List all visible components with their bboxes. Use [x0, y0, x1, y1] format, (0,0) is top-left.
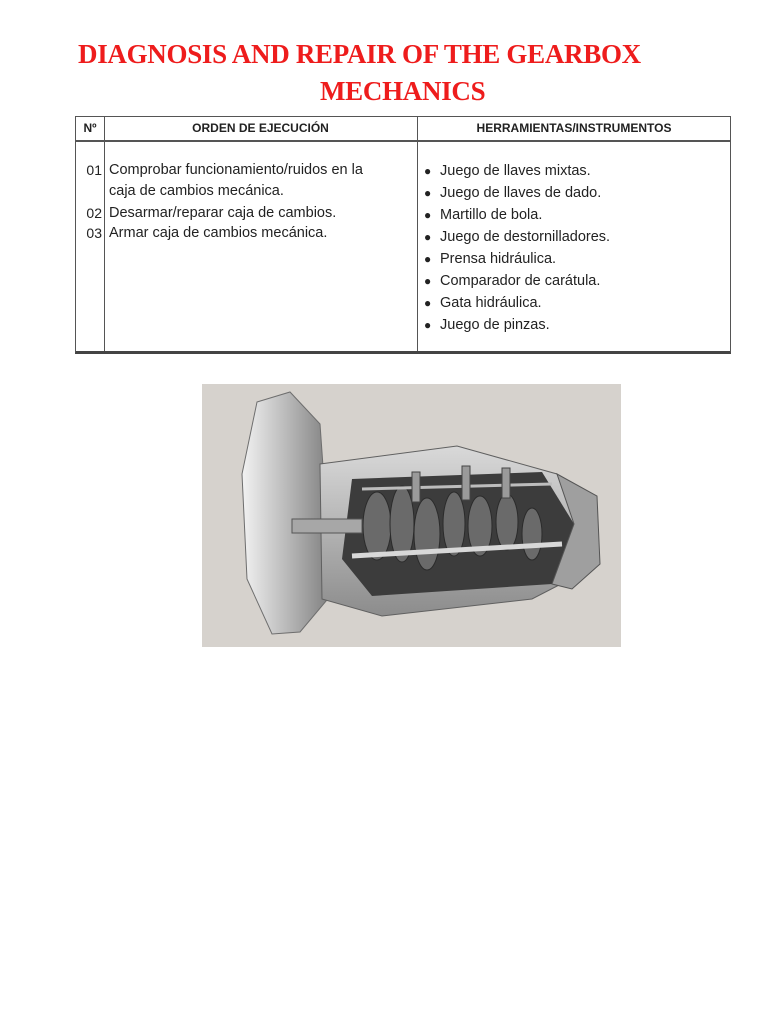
tool-label: Martillo de bola. — [440, 207, 543, 223]
gearbox-cutaway-image — [202, 384, 621, 647]
step-number: 01 — [86, 162, 102, 178]
step-text: Comprobar funcionamiento/ruidos en la — [109, 162, 363, 178]
step-text: Armar caja de cambios mecánica. — [109, 225, 328, 241]
tool-item: ● Comparador de carátula. — [424, 273, 601, 289]
tool-label: Juego de llaves de dado. — [440, 185, 602, 201]
table-divider — [104, 117, 105, 351]
procedure-table — [75, 116, 731, 354]
tool-item: ● Prensa hidráulica. — [424, 251, 557, 267]
tool-label: Juego de llaves mixtas. — [440, 163, 591, 179]
table-header-divider — [76, 140, 730, 142]
header-order: ORDEN DE EJECUCIÓN — [192, 121, 329, 135]
step-text: Desarmar/reparar caja de cambios. — [109, 205, 337, 221]
step-number: 03 — [86, 225, 102, 241]
document-title-line-1: DIAGNOSIS AND REPAIR OF THE GEARBOX — [78, 39, 641, 69]
table-divider — [417, 117, 418, 351]
step-text: caja de cambios mecánica. — [109, 183, 284, 199]
gearbox-illustration — [202, 384, 621, 647]
tools-list — [424, 160, 610, 336]
tool-label: Juego de destornilladores. — [440, 229, 611, 245]
tool-item: ● Juego de pinzas. — [424, 317, 550, 333]
tool-item: ● Martillo de bola. — [424, 207, 543, 223]
tool-item: ● Juego de llaves mixtas. — [424, 163, 591, 179]
header-number: Nº — [83, 121, 97, 135]
tool-item: ● Juego de llaves de dado. — [424, 185, 602, 201]
step-number: 02 — [86, 205, 102, 221]
tool-item: ● Gata hidráulica. — [424, 295, 542, 311]
header-tools: HERRAMIENTAS/INSTRUMENTOS — [476, 121, 672, 135]
tool-label: Juego de pinzas. — [440, 317, 550, 333]
document-title-line-2: MECHANICS — [320, 76, 486, 106]
tool-label: Gata hidráulica. — [440, 295, 542, 311]
tool-item: ● Juego de destornilladores. — [424, 229, 611, 245]
tool-label: Comparador de carátula. — [440, 273, 601, 289]
tool-label: Prensa hidráulica. — [440, 251, 557, 267]
